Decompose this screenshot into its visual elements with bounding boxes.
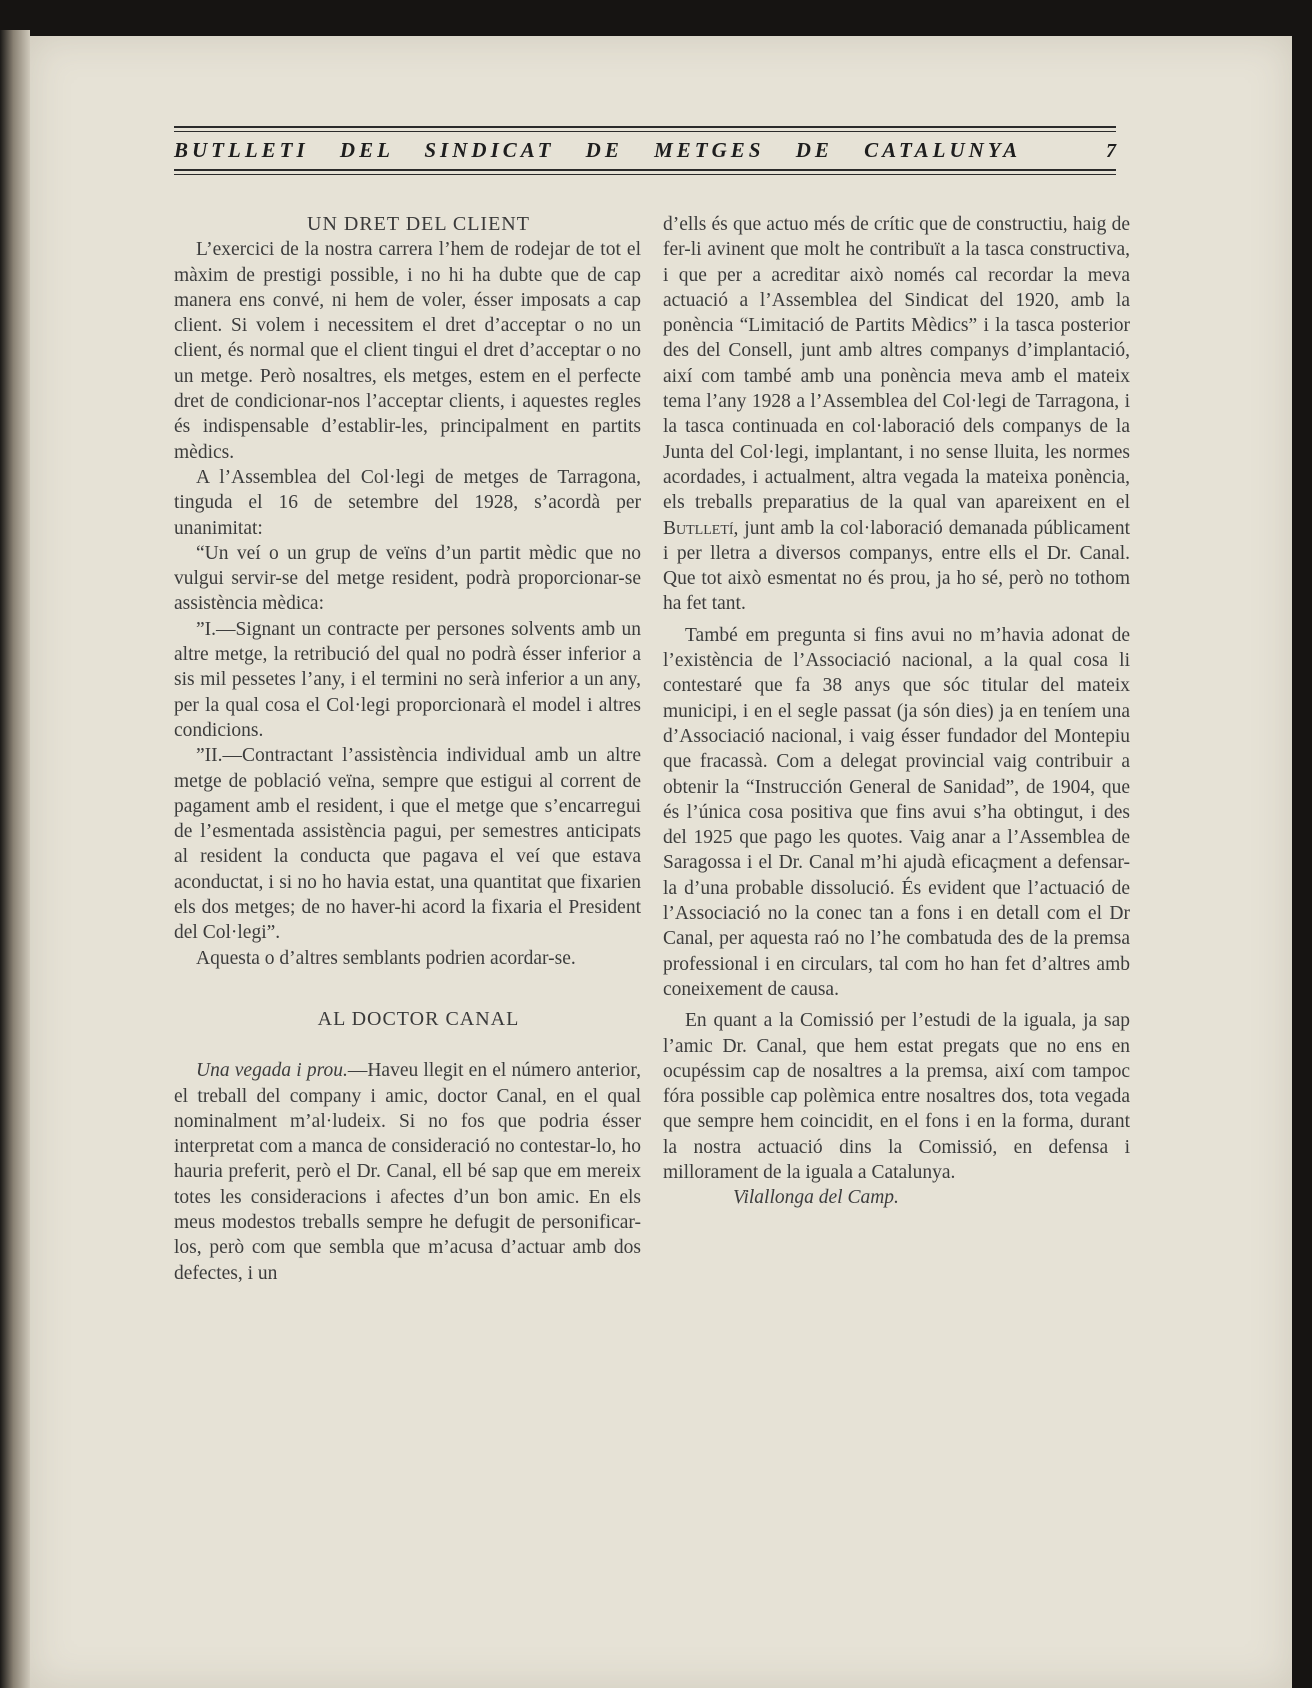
article2-paragraph-1-continued-text: d’ells és que actuo més de crític que de constructiu, haig de fer-li avinent que molt he contribuït a la tasca constructiva, i que per a acreditar això només cal recordar la meva actuació a l’Assemblea del Sindicat del 1920, amb la ponència “Limitació de Partits Mèdics” i la tasca posterior des del Consell, junt amb altres companys d’implantació, així com també amb una ponència meva amb el mateix tema l’any 1928 a l’Assemblea del Col·legi de Tarragona, i la tasca continuada en col·laboració dels companys de la Junta del Col·legi, implantant, i no sense lluita, les normes acordades, i actualment, altra vegada la mateixa ponència, els treballs preparatius de la qual van apareixent en el <box>663 214 1130 514</box>
article1-clause-1: ”I.—Signant un contracte per persones solvents amb un altre metge, la retribució del qual no podrà ésser inferior a sis mil pessetes l’any, i el termini no serà inferior a un any, per la qual cosa el Col·legi proporcionarà el model i altres condicions. <box>174 618 641 741</box>
butlleti-small-caps: Butlletí <box>663 517 734 539</box>
article2-paragraph-1-continued <box>663 212 1130 617</box>
article2-paragraph-1-text: —Haveu llegit en el número anterior, el treball del company i amic, doctor Canal, en el qual nominalment m’al·ludeix. Si no fos que podria ésser interpretat com a manca de consideració no contestar-lo, ho hauria preferit, però el Dr. Canal, ell bé sap que em mereix totes les consideracions i afectes d’un bon amic. En els meus modestos treballs sempre he defugit de personificar-los, però com que sembla que m’acusa d’actuar amb dos defectes, i un <box>174 1060 641 1284</box>
book-spine <box>0 30 30 1688</box>
article2-paragraph-2: També em pregunta si fins avui no m’havia adonat de l’existència de l’Associació nacional, a la qual cosa li contestaré que fa 38 anys que sóc titular del mateix municipi, i en el segle passat (ja són dies) ja en teníem una d’Associació nacional, i vaig ésser fundador del Montepiu que fracassà. Com a delegat provincial vaig contribuir a obtenir la “Instrucción General de Sanidad”, de 1904, que és l’única cosa positiva que fins avui s’ha obtingut, i des del 1925 que pago les quotes. Vaig anar a l’Assemblea de Saragossa i el Dr. Canal m’hi ajudà eficaçment a defensar-la d’una probable dissolució. És evident que l’actuació de l’Associació no la conec tan a fons i en detall com el Dr Canal, per aquesta raó no l’he combatuda des de la premsa professional i en circulars, tal com ho han fet d’altres amb coneixement de causa. <box>663 624 1130 1000</box>
page-number: 7 <box>1106 140 1116 162</box>
journal-title: BUTLLETI DEL SINDICAT DE METGES DE CATALUNYA <box>174 138 1022 162</box>
article-heading-un-dret-del-client: UN DRET DEL CLIENT <box>307 213 530 235</box>
article2-lead-italic: Una vegada i prou. <box>196 1060 348 1082</box>
article1-quote-intro: “Un veí o un grup de veïns d’un partit mèdic que no vulgui servir-se del metge resident, podrà proporcionar-se assistència mèdica: <box>174 542 641 615</box>
article2-paragraph-1-start <box>174 1058 641 1286</box>
header-bottom-rule <box>174 169 1116 175</box>
article1-paragraph-1: L’exercici de la nostra carrera l’hem de rodejar de tot el màxim de prestigi possible, i no hi ha dubte que de cap manera ens convé, ni hem de voler, ésser imposats a cap client. Si volem i necessitem el dret d’acceptar o no un client, és normal que el client tingui el dret d’acceptar o no un metge. Però nosaltres, els metges, estem en el perfecte dret de condicionar-nos l’acceptar clients, i aquestes regles és indispensable d’establir-les, principalment en partits mèdics. <box>174 239 641 463</box>
running-header <box>174 126 1116 175</box>
right-column <box>663 212 1130 1211</box>
article-heading-al-doctor-canal: AL DOCTOR CANAL <box>317 1007 520 1030</box>
article1-paragraph-2: A l’Assemblea del Col·legi de metges de Tarragona, tinguda el 16 de setembre del 1928, s’acordà per unanimitat: <box>174 466 641 539</box>
header-line <box>174 132 1116 169</box>
article2-paragraph-1-end: , junt amb la col·laboració demanada públicament i per lletra a diversos companys, entre ells el Dr. Canal. Que tot això esmentat no és prou, ja ho sé, però no tothom ha fet tant. <box>663 517 1130 615</box>
signature: Vilallonga del Camp. <box>733 1187 899 1209</box>
article1-closing: Aquesta o d’altres semblants podrien acordar-se. <box>196 947 576 969</box>
article2-paragraph-3: En quant a la Comissió per l’estudi de la iguala, ja sap l’amic Dr. Canal, que hem estat pregats que no ens en ocupéssim cap de nosaltres a la premsa, així com tampoc fóra possible cap polèmica entre nosaltres dos, tota vegada que sempre hem coincidit, en el fons i en la forma, durant la nostra actuació dins la Comissió, en defensa i millorament de la iguala a Catalunya. <box>663 1010 1130 1183</box>
article1-clause-2: ”II.—Contractant l’assistència individual amb un altre metge de població veïna, sempre que estigui al corrent de pagament amb el resident, i que el metge que s’encarregui de l’esmentada assistència pagui, per semestres anticipats al resident la conducta que pagava el veí que estava aconductat, i si no ho havia estat, una quantitat que fixarien els dos metges; de no haver-hi acord la fixaria el President del Col·legi”. <box>174 745 641 944</box>
left-column <box>174 212 641 1286</box>
